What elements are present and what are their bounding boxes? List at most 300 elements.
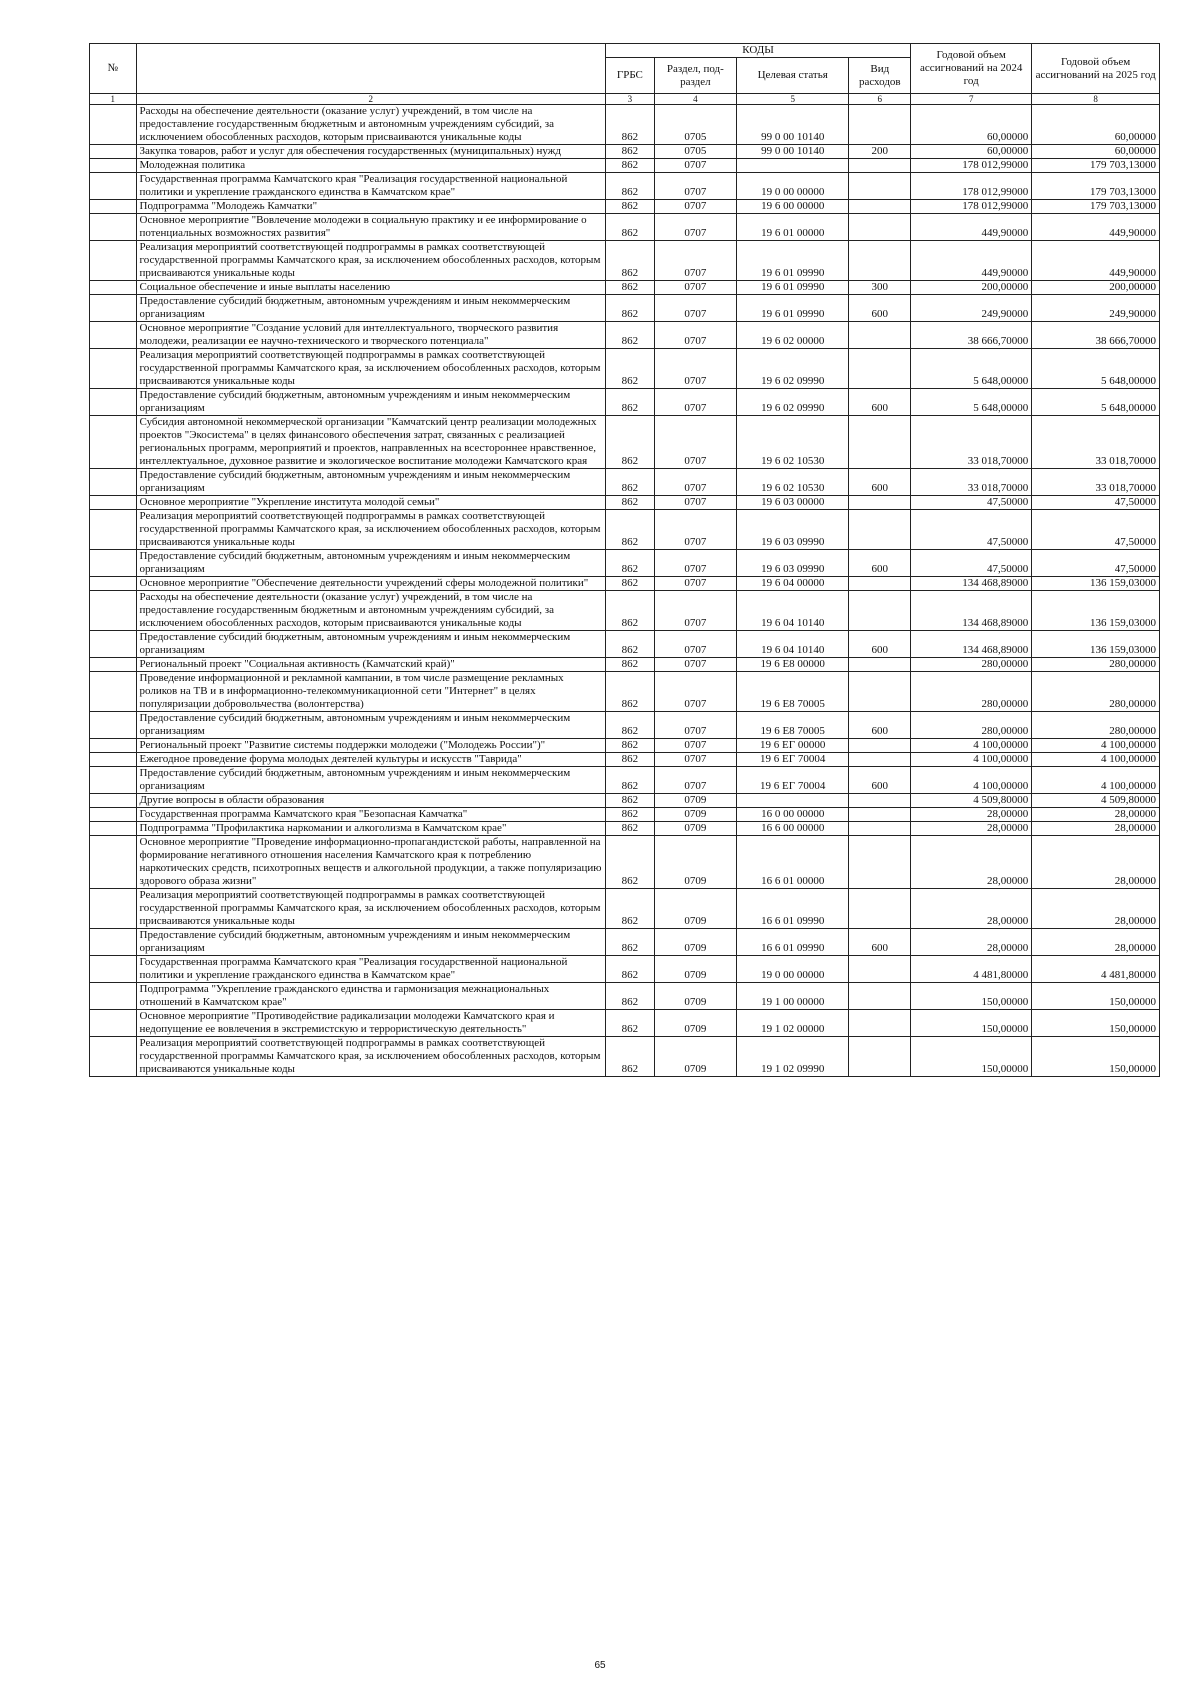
razdel-cell: 0707 — [654, 672, 736, 712]
expense-name-cell: Реализация мероприятий соответствующей подпрограммы в рамках соответствующей государственной программы Камчатского края, за исключением обособленных расходов, которым присваиваются уникальные коды — [136, 349, 606, 389]
expense-type-cell — [849, 349, 911, 389]
expense-name-cell: Региональный проект "Социальная активность (Камчатский край)" — [136, 658, 606, 672]
target-article-cell: 19 6 01 09990 — [736, 295, 849, 322]
expense-name-cell: Государственная программа Камчатского края "Безопасная Камчатка" — [136, 808, 606, 822]
expense-type-cell — [849, 416, 911, 469]
grbs-cell: 862 — [606, 1037, 655, 1077]
amount-2025-cell: 200,00000 — [1032, 281, 1160, 295]
grbs-cell: 862 — [606, 658, 655, 672]
table-row — [90, 672, 1160, 712]
razdel-cell: 0707 — [654, 631, 736, 658]
row-number-cell — [90, 767, 137, 794]
grbs-cell: 862 — [606, 416, 655, 469]
grbs-cell: 862 — [606, 496, 655, 510]
col-number: 8 — [1032, 94, 1160, 105]
razdel-cell: 0707 — [654, 469, 736, 496]
row-number-cell — [90, 591, 137, 631]
grbs-cell: 862 — [606, 712, 655, 739]
row-number-cell — [90, 577, 137, 591]
expense-type-cell — [849, 322, 911, 349]
row-number-cell — [90, 631, 137, 658]
expense-type-cell: 600 — [849, 389, 911, 416]
expense-type-cell — [849, 214, 911, 241]
expense-name-cell: Проведение информационной и рекламной кампании, в том числе размещение рекламных роликов на ТВ и в информационно-телекоммуникационной сети "Интернет" в целях популяризации добровольчества (волонтерства) — [136, 672, 606, 712]
grbs-cell: 862 — [606, 767, 655, 794]
amount-2024-cell: 280,00000 — [911, 658, 1032, 672]
table-row — [90, 577, 1160, 591]
amount-2025-cell: 38 666,70000 — [1032, 322, 1160, 349]
amount-2024-cell: 47,50000 — [911, 510, 1032, 550]
razdel-cell: 0707 — [654, 550, 736, 577]
table-row — [90, 794, 1160, 808]
amount-2025-cell: 5 648,00000 — [1032, 389, 1160, 416]
expense-type-cell — [849, 822, 911, 836]
expense-name-cell: Подпрограмма "Профилактика наркомании и алкоголизма в Камчатском крае" — [136, 822, 606, 836]
amount-2025-cell: 28,00000 — [1032, 836, 1160, 889]
target-article-cell: 19 6 03 09990 — [736, 550, 849, 577]
amount-2024-cell: 134 468,89000 — [911, 591, 1032, 631]
target-article-cell: 16 6 01 09990 — [736, 889, 849, 929]
row-number-cell — [90, 322, 137, 349]
expense-name-cell: Предоставление субсидий бюджетным, автономным учреждениям и иным некоммерческим организациям — [136, 295, 606, 322]
amount-2025-cell: 150,00000 — [1032, 983, 1160, 1010]
razdel-cell: 0709 — [654, 1010, 736, 1037]
expense-name-cell: Предоставление субсидий бюджетным, автономным учреждениям и иным некоммерческим организациям — [136, 389, 606, 416]
expense-type-cell — [849, 739, 911, 753]
razdel-cell: 0707 — [654, 159, 736, 173]
grbs-cell: 862 — [606, 145, 655, 159]
table-row — [90, 295, 1160, 322]
col-number: 5 — [736, 94, 849, 105]
expense-name-cell: Субсидия автономной некоммерческой организации "Камчатский центр реализации молодежных проектов "Экосистема" в целях финансового обеспечения затрат, связанных с реализацией региональных программ, мероприятий и проектов, направленных на всестороннее нравственное, интеллектуальное, духовное развитие и экологическое воспитание молодежи Камчатского края — [136, 416, 606, 469]
amount-2024-cell: 449,90000 — [911, 241, 1032, 281]
column-numbers-row — [90, 94, 1160, 105]
amount-2025-cell: 280,00000 — [1032, 672, 1160, 712]
row-number-cell — [90, 173, 137, 200]
amount-2025-cell: 4 100,00000 — [1032, 767, 1160, 794]
razdel-cell: 0707 — [654, 496, 736, 510]
row-number-cell — [90, 349, 137, 389]
expense-name-cell: Социальное обеспечение и иные выплаты населению — [136, 281, 606, 295]
grbs-cell: 862 — [606, 469, 655, 496]
razdel-cell: 0709 — [654, 983, 736, 1010]
expense-type-cell: 200 — [849, 145, 911, 159]
expense-name-cell: Региональный проект "Развитие системы поддержки молодежи ("Молодежь России")" — [136, 739, 606, 753]
expense-type-cell — [849, 808, 911, 822]
grbs-cell: 862 — [606, 349, 655, 389]
amount-2025-cell: 33 018,70000 — [1032, 416, 1160, 469]
razdel-cell: 0709 — [654, 822, 736, 836]
grbs-cell: 862 — [606, 983, 655, 1010]
amount-2024-cell: 178 012,99000 — [911, 173, 1032, 200]
expense-type-cell — [849, 753, 911, 767]
amount-2025-cell: 4 481,80000 — [1032, 956, 1160, 983]
grbs-cell: 862 — [606, 295, 655, 322]
row-number-cell — [90, 712, 137, 739]
grbs-cell: 862 — [606, 672, 655, 712]
amount-2024-cell: 60,00000 — [911, 145, 1032, 159]
row-number-cell — [90, 214, 137, 241]
amount-2025-cell: 28,00000 — [1032, 822, 1160, 836]
grbs-cell: 862 — [606, 753, 655, 767]
table-row — [90, 658, 1160, 672]
target-article-cell: 19 0 00 00000 — [736, 956, 849, 983]
table-row — [90, 1037, 1160, 1077]
header-codes: КОДЫ — [606, 44, 911, 58]
target-article-cell: 19 1 00 00000 — [736, 983, 849, 1010]
grbs-cell: 862 — [606, 889, 655, 929]
target-article-cell — [736, 794, 849, 808]
expense-name-cell: Расходы на обеспечение деятельности (оказание услуг) учреждений, в том числе на предоставление государственным бюджетным и автономным учреждениям субсидий, за исключением обособленных расходов, которым присваиваются уникальные коды — [136, 591, 606, 631]
target-article-cell: 19 6 03 00000 — [736, 496, 849, 510]
razdel-cell: 0709 — [654, 956, 736, 983]
amount-2024-cell: 33 018,70000 — [911, 469, 1032, 496]
expense-type-cell — [849, 1037, 911, 1077]
amount-2025-cell: 179 703,13000 — [1032, 173, 1160, 200]
expense-type-cell — [849, 672, 911, 712]
razdel-cell: 0707 — [654, 416, 736, 469]
amount-2025-cell: 179 703,13000 — [1032, 159, 1160, 173]
amount-2024-cell: 33 018,70000 — [911, 416, 1032, 469]
amount-2025-cell: 33 018,70000 — [1032, 469, 1160, 496]
row-number-cell — [90, 658, 137, 672]
grbs-cell: 862 — [606, 173, 655, 200]
razdel-cell: 0707 — [654, 281, 736, 295]
razdel-cell: 0705 — [654, 145, 736, 159]
target-article-cell: 19 6 02 09990 — [736, 349, 849, 389]
target-article-cell: 19 6 02 10530 — [736, 469, 849, 496]
table-row — [90, 591, 1160, 631]
amount-2024-cell: 47,50000 — [911, 550, 1032, 577]
table-row — [90, 159, 1160, 173]
row-number-cell — [90, 794, 137, 808]
expense-type-cell — [849, 510, 911, 550]
col-number: 6 — [849, 94, 911, 105]
target-article-cell: 19 6 02 10530 — [736, 416, 849, 469]
expense-name-cell: Предоставление субсидий бюджетным, автономным учреждениям и иным некоммерческим организациям — [136, 929, 606, 956]
razdel-cell: 0707 — [654, 322, 736, 349]
amount-2024-cell: 4 481,80000 — [911, 956, 1032, 983]
expense-type-cell: 600 — [849, 295, 911, 322]
table-row — [90, 983, 1160, 1010]
target-article-cell: 19 6 00 00000 — [736, 200, 849, 214]
target-article-cell: 19 6 02 09990 — [736, 389, 849, 416]
grbs-cell: 862 — [606, 105, 655, 145]
amount-2025-cell: 60,00000 — [1032, 145, 1160, 159]
expense-type-cell — [849, 658, 911, 672]
grbs-cell: 862 — [606, 200, 655, 214]
razdel-cell: 0709 — [654, 836, 736, 889]
amount-2025-cell: 28,00000 — [1032, 808, 1160, 822]
header-vid-raskhodov: Вид расходов — [849, 58, 911, 94]
amount-2025-cell: 4 100,00000 — [1032, 739, 1160, 753]
amount-2024-cell: 4 100,00000 — [911, 739, 1032, 753]
expense-type-cell — [849, 983, 911, 1010]
expense-type-cell — [849, 794, 911, 808]
row-number-cell — [90, 836, 137, 889]
row-number-cell — [90, 822, 137, 836]
grbs-cell: 862 — [606, 739, 655, 753]
amount-2024-cell: 4 100,00000 — [911, 767, 1032, 794]
grbs-cell: 862 — [606, 1010, 655, 1037]
razdel-cell: 0707 — [654, 510, 736, 550]
expense-name-cell: Ежегодное проведение форума молодых деятелей культуры и искусств "Таврида" — [136, 753, 606, 767]
expense-type-cell: 600 — [849, 469, 911, 496]
table-row — [90, 767, 1160, 794]
razdel-cell: 0707 — [654, 739, 736, 753]
amount-2025-cell: 280,00000 — [1032, 658, 1160, 672]
razdel-cell: 0707 — [654, 767, 736, 794]
amount-2025-cell: 150,00000 — [1032, 1010, 1160, 1037]
header-csr: Целевая статья — [736, 58, 849, 94]
expense-name-cell: Расходы на обеспечение деятельности (оказание услуг) учреждений, в том числе на предоставление государственным бюджетным и автономным учреждениям субсидий, за исключением обособленных расходов, которым присваиваются уникальные коды — [136, 105, 606, 145]
amount-2024-cell: 28,00000 — [911, 889, 1032, 929]
grbs-cell: 862 — [606, 550, 655, 577]
table-row — [90, 822, 1160, 836]
target-article-cell: 16 6 00 00000 — [736, 822, 849, 836]
amount-2024-cell: 150,00000 — [911, 983, 1032, 1010]
amount-2025-cell: 4 509,80000 — [1032, 794, 1160, 808]
amount-2024-cell: 5 648,00000 — [911, 389, 1032, 416]
table-row — [90, 753, 1160, 767]
table-row — [90, 1010, 1160, 1037]
amount-2025-cell: 136 159,03000 — [1032, 631, 1160, 658]
target-article-cell: 19 6 01 00000 — [736, 214, 849, 241]
amount-2025-cell: 449,90000 — [1032, 214, 1160, 241]
target-article-cell: 99 0 00 10140 — [736, 145, 849, 159]
target-article-cell — [736, 159, 849, 173]
target-article-cell: 19 0 00 00000 — [736, 173, 849, 200]
amount-2025-cell: 4 100,00000 — [1032, 753, 1160, 767]
target-article-cell: 19 6 E8 70005 — [736, 712, 849, 739]
razdel-cell: 0707 — [654, 712, 736, 739]
expense-name-cell: Государственная программа Камчатского края "Реализация государственной национальной политики и укрепление гражданского единства в Камчатском крае" — [136, 173, 606, 200]
header-razdel: Раздел, под- раздел — [654, 58, 736, 94]
amount-2024-cell: 28,00000 — [911, 929, 1032, 956]
target-article-cell: 19 6 04 00000 — [736, 577, 849, 591]
target-article-cell: 19 6 EГ 70004 — [736, 767, 849, 794]
amount-2025-cell: 179 703,13000 — [1032, 200, 1160, 214]
expense-type-cell — [849, 591, 911, 631]
expense-name-cell: Предоставление субсидий бюджетным, автономным учреждениям и иным некоммерческим организациям — [136, 712, 606, 739]
amount-2025-cell: 5 648,00000 — [1032, 349, 1160, 389]
expense-name-cell: Реализация мероприятий соответствующей подпрограммы в рамках соответствующей государственной программы Камчатского края, за исключением обособленных расходов, которым присваиваются уникальные коды — [136, 241, 606, 281]
row-number-cell — [90, 281, 137, 295]
expense-type-cell — [849, 1010, 911, 1037]
razdel-cell: 0707 — [654, 591, 736, 631]
expense-name-cell: Реализация мероприятий соответствующей подпрограммы в рамках соответствующей государственной программы Камчатского края, за исключением обособленных расходов, которым присваиваются уникальные коды — [136, 510, 606, 550]
amount-2025-cell: 449,90000 — [1032, 241, 1160, 281]
expense-type-cell: 600 — [849, 712, 911, 739]
amount-2025-cell: 60,00000 — [1032, 105, 1160, 145]
amount-2024-cell: 249,90000 — [911, 295, 1032, 322]
razdel-cell: 0709 — [654, 794, 736, 808]
expense-name-cell: Подпрограмма "Укрепление гражданского единства и гармонизация межнациональных отношений в Камчатском крае" — [136, 983, 606, 1010]
table-row — [90, 173, 1160, 200]
grbs-cell: 862 — [606, 929, 655, 956]
table-row — [90, 496, 1160, 510]
col-number: 4 — [654, 94, 736, 105]
table-row — [90, 510, 1160, 550]
razdel-cell: 0707 — [654, 241, 736, 281]
grbs-cell: 862 — [606, 510, 655, 550]
target-article-cell: 19 1 02 09990 — [736, 1037, 849, 1077]
expense-name-cell: Подпрограмма "Молодежь Камчатки" — [136, 200, 606, 214]
target-article-cell: 19 6 EГ 70004 — [736, 753, 849, 767]
target-article-cell: 19 6 01 09990 — [736, 241, 849, 281]
amount-2024-cell: 449,90000 — [911, 214, 1032, 241]
table-row — [90, 469, 1160, 496]
razdel-cell: 0709 — [654, 929, 736, 956]
row-number-cell — [90, 983, 137, 1010]
target-article-cell: 19 6 02 00000 — [736, 322, 849, 349]
table-row — [90, 550, 1160, 577]
table-row — [90, 956, 1160, 983]
row-number-cell — [90, 496, 137, 510]
amount-2024-cell: 4 100,00000 — [911, 753, 1032, 767]
expense-name-cell: Основное мероприятие "Вовлечение молодежи в социальную практику и ее информирование о потенциальных возможностях развития" — [136, 214, 606, 241]
table-row — [90, 241, 1160, 281]
razdel-cell: 0705 — [654, 105, 736, 145]
table-row — [90, 712, 1160, 739]
grbs-cell: 862 — [606, 214, 655, 241]
table-row — [90, 836, 1160, 889]
expense-type-cell — [849, 159, 911, 173]
grbs-cell: 862 — [606, 591, 655, 631]
table-row — [90, 349, 1160, 389]
razdel-cell: 0709 — [654, 808, 736, 822]
table-row — [90, 200, 1160, 214]
razdel-cell: 0707 — [654, 214, 736, 241]
table-row — [90, 105, 1160, 145]
expense-type-cell: 600 — [849, 631, 911, 658]
table-row — [90, 145, 1160, 159]
target-article-cell: 99 0 00 10140 — [736, 105, 849, 145]
table-row — [90, 889, 1160, 929]
grbs-cell: 862 — [606, 794, 655, 808]
amount-2024-cell: 4 509,80000 — [911, 794, 1032, 808]
row-number-cell — [90, 510, 137, 550]
amount-2024-cell: 60,00000 — [911, 105, 1032, 145]
amount-2025-cell: 150,00000 — [1032, 1037, 1160, 1077]
razdel-cell: 0707 — [654, 753, 736, 767]
row-number-cell — [90, 672, 137, 712]
expense-type-cell: 600 — [849, 767, 911, 794]
target-article-cell: 19 1 02 00000 — [736, 1010, 849, 1037]
col-number: 2 — [136, 94, 606, 105]
expense-name-cell: Другие вопросы в области образования — [136, 794, 606, 808]
amount-2024-cell: 280,00000 — [911, 712, 1032, 739]
row-number-cell — [90, 929, 137, 956]
expense-name-cell: Основное мероприятие "Создание условий для интеллектуального, творческого развития молодежи, реализации ее научно-технического и творческого потенциала" — [136, 322, 606, 349]
target-article-cell: 19 6 E8 00000 — [736, 658, 849, 672]
amount-2025-cell: 28,00000 — [1032, 889, 1160, 929]
expense-type-cell — [849, 836, 911, 889]
expense-type-cell: 600 — [849, 550, 911, 577]
amount-2024-cell: 28,00000 — [911, 822, 1032, 836]
expense-type-cell — [849, 577, 911, 591]
row-number-cell — [90, 159, 137, 173]
expense-type-cell — [849, 173, 911, 200]
header-num: № — [90, 44, 137, 94]
razdel-cell: 0707 — [654, 200, 736, 214]
expense-name-cell: Предоставление субсидий бюджетным, автономным учреждениям и иным некоммерческим организациям — [136, 550, 606, 577]
expense-name-cell: Молодежная политика — [136, 159, 606, 173]
row-number-cell — [90, 1010, 137, 1037]
expense-name-cell: Предоставление субсидий бюджетным, автономным учреждениям и иным некоммерческим организациям — [136, 631, 606, 658]
grbs-cell: 862 — [606, 281, 655, 295]
row-number-cell — [90, 145, 137, 159]
target-article-cell: 19 6 04 10140 — [736, 591, 849, 631]
expense-name-cell: Реализация мероприятий соответствующей подпрограммы в рамках соответствующей государственной программы Камчатского края, за исключением обособленных расходов, которым присваиваются уникальные коды — [136, 1037, 606, 1077]
table-row — [90, 808, 1160, 822]
amount-2024-cell: 150,00000 — [911, 1010, 1032, 1037]
table-row — [90, 929, 1160, 956]
razdel-cell: 0707 — [654, 349, 736, 389]
col-number: 1 — [90, 94, 137, 105]
row-number-cell — [90, 469, 137, 496]
budget-sheet — [89, 43, 1160, 1077]
amount-2024-cell: 28,00000 — [911, 808, 1032, 822]
header-name — [136, 44, 606, 94]
grbs-cell: 862 — [606, 577, 655, 591]
expense-type-cell — [849, 956, 911, 983]
amount-2024-cell: 200,00000 — [911, 281, 1032, 295]
razdel-cell: 0707 — [654, 295, 736, 322]
target-article-cell: 19 6 04 10140 — [736, 631, 849, 658]
row-number-cell — [90, 416, 137, 469]
amount-2025-cell: 136 159,03000 — [1032, 591, 1160, 631]
target-article-cell: 16 6 01 00000 — [736, 836, 849, 889]
expense-name-cell: Предоставление субсидий бюджетным, автономным учреждениям и иным некоммерческим организациям — [136, 469, 606, 496]
row-number-cell — [90, 389, 137, 416]
amount-2025-cell: 47,50000 — [1032, 550, 1160, 577]
row-number-cell — [90, 200, 137, 214]
amount-2024-cell: 134 468,89000 — [911, 577, 1032, 591]
target-article-cell: 19 6 03 09990 — [736, 510, 849, 550]
header-year-2024: Годовой объем ассигнований на 2024 год — [911, 44, 1032, 94]
amount-2025-cell: 280,00000 — [1032, 712, 1160, 739]
expense-name-cell: Основное мероприятие "Обеспечение деятельности учреждений сферы молодежной политики" — [136, 577, 606, 591]
grbs-cell: 862 — [606, 836, 655, 889]
expense-type-cell — [849, 105, 911, 145]
budget-table — [89, 43, 1160, 1077]
target-article-cell: 16 6 01 09990 — [736, 929, 849, 956]
expense-type-cell: 300 — [849, 281, 911, 295]
expense-name-cell: Реализация мероприятий соответствующей подпрограммы в рамках соответствующей государственной программы Камчатского края, за исключением обособленных расходов, которым присваиваются уникальные коды — [136, 889, 606, 929]
row-number-cell — [90, 739, 137, 753]
grbs-cell: 862 — [606, 808, 655, 822]
grbs-cell: 862 — [606, 159, 655, 173]
target-article-cell: 19 6 01 09990 — [736, 281, 849, 295]
row-number-cell — [90, 105, 137, 145]
razdel-cell: 0707 — [654, 389, 736, 416]
expense-name-cell: Закупка товаров, работ и услуг для обеспечения государственных (муниципальных) нужд — [136, 145, 606, 159]
amount-2025-cell: 47,50000 — [1032, 496, 1160, 510]
amount-2024-cell: 28,00000 — [911, 836, 1032, 889]
row-number-cell — [90, 1037, 137, 1077]
target-article-cell: 19 6 EГ 00000 — [736, 739, 849, 753]
row-number-cell — [90, 241, 137, 281]
amount-2024-cell: 150,00000 — [911, 1037, 1032, 1077]
razdel-cell: 0707 — [654, 577, 736, 591]
razdel-cell: 0707 — [654, 173, 736, 200]
col-number: 3 — [606, 94, 655, 105]
row-number-cell — [90, 889, 137, 929]
amount-2025-cell: 47,50000 — [1032, 510, 1160, 550]
target-article-cell: 16 0 00 00000 — [736, 808, 849, 822]
grbs-cell: 862 — [606, 631, 655, 658]
